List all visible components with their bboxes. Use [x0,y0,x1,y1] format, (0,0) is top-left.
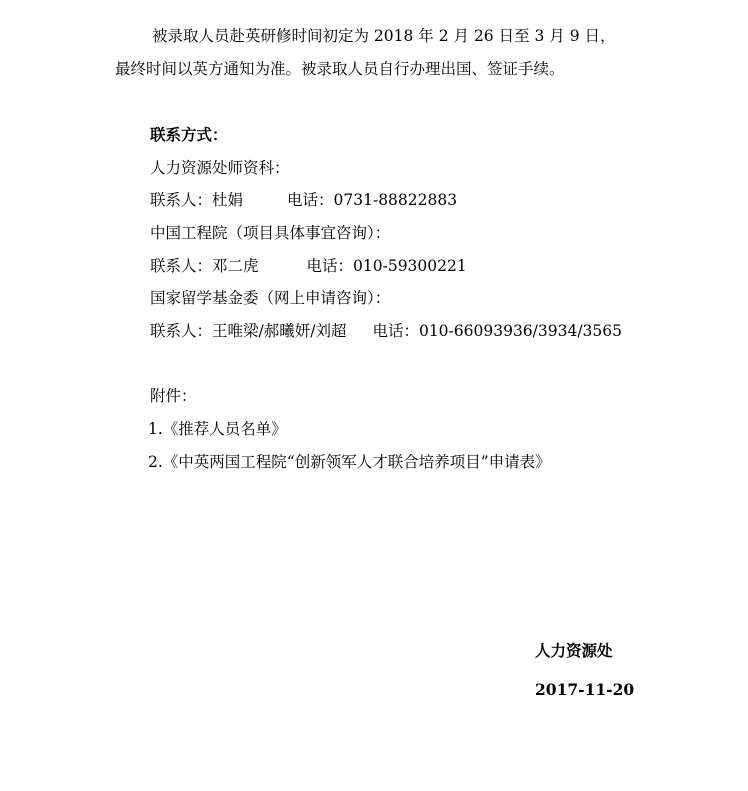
attachments-heading: 附件： [150,387,197,405]
signature-date: 2017-11-20 [535,680,635,699]
contact-phone-csc: 电话：010-66093936/3934/3565 [372,322,623,340]
contact-org-hr: 人力资源处师资科： [150,159,290,177]
contact-org-csc: 国家留学基金委（网上申请咨询）： [150,289,391,307]
contact-row-hr [150,190,457,210]
intro-paragraph-line-2: 最终时间以英方通知为准。被录取人员自行办理出国、签证手续。 [115,60,565,78]
contact-person-cae: 联系人：邓二虎 [150,257,259,275]
contact-person-csc: 联系人：王唯梁/郝曦妍/刘超 [150,322,347,340]
intro-paragraph-line-1: 被录取人员赴英研修时间初定为 2018 年 2 月 26 日至 3 月 9 日， [152,27,616,45]
contact-org-cae: 中国工程院（项目具体事宜咨询）： [150,224,391,242]
contact-phone-hr: 电话：0731-88822883 [287,191,458,209]
contact-person-hr: 联系人：杜娟 [150,191,244,209]
attachment-item-1: 1.《推荐人员名单》 [148,420,287,438]
contact-row-csc [150,321,622,341]
contact-row-cae [150,256,467,276]
contacts-heading: 联系方式： [150,125,228,144]
attachment-item-2: 2.《中英两国工程院“创新领军人才联合培养项目”申请表》 [148,453,551,471]
contact-phone-cae: 电话：010-59300221 [306,257,467,275]
signature-department: 人力资源处 [535,641,613,660]
